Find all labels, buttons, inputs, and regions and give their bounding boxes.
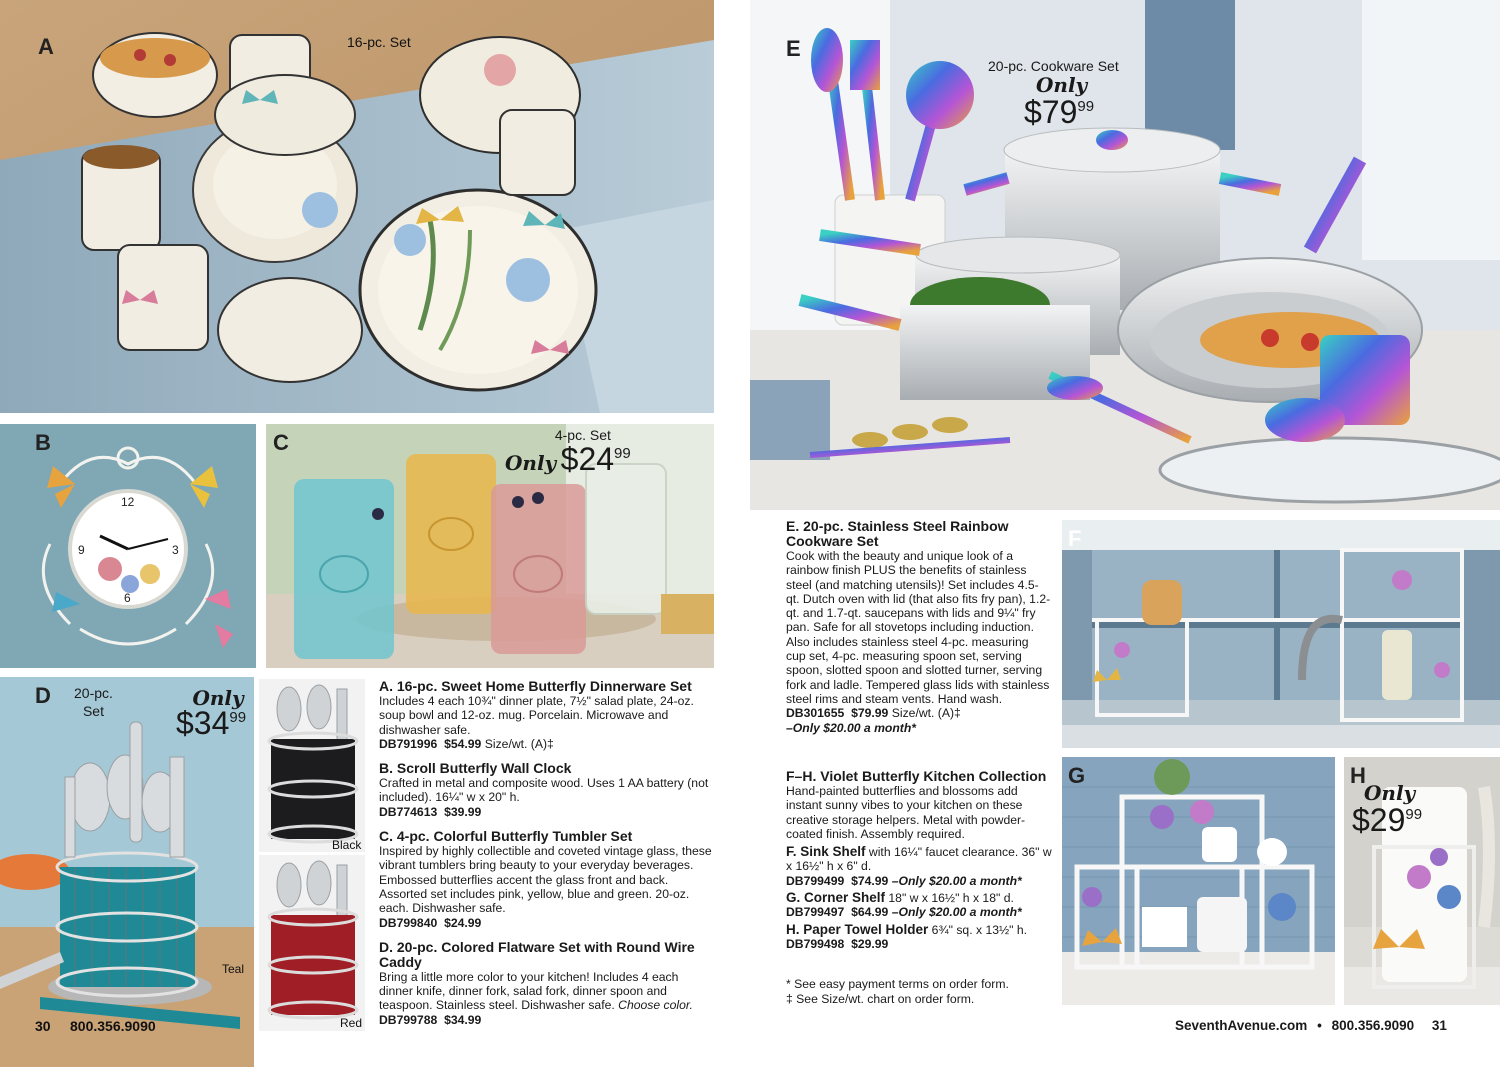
item-b-description [379, 761, 715, 819]
svg-text:12: 12 [121, 495, 135, 509]
item-g-monthly: –Only $20.00 a month* [891, 905, 1022, 920]
svg-text:3: 3 [172, 543, 179, 557]
item-a-price: $54.99 [444, 736, 482, 751]
panel-c-letter: C [273, 430, 289, 455]
item-d-description [379, 940, 715, 1027]
panel-e-price-dollars: $79 [1024, 94, 1078, 130]
panel-h-price-badge [1352, 783, 1422, 836]
corner-shelf-photo [1062, 757, 1335, 1005]
item-f-price: $74.99 [851, 873, 889, 888]
svg-text:9: 9 [78, 543, 85, 557]
panel-e-letter: E [786, 36, 801, 61]
item-e-note: Size/wt. (A)‡ [891, 706, 961, 721]
item-g-name: G. Corner Shelf [786, 890, 886, 906]
item-f-description [786, 845, 1054, 888]
swatch-label-black: Black [332, 838, 362, 852]
item-h-name: H. Paper Towel Holder [786, 921, 929, 937]
panel-h-only: Only [1364, 781, 1416, 805]
site-url: SeventhAvenue.com [1175, 1018, 1308, 1033]
panel-d-set-label [74, 686, 113, 718]
item-a-sku: DB791996 [379, 736, 438, 751]
panel-d-set-line1: 20-pc. [74, 685, 113, 701]
collection-fh-title: F–H. Violet Butterfly Kitchen Collection [786, 768, 1047, 784]
panel-d-price-badge [176, 688, 246, 739]
left-page-phone: 800.356.9090 [70, 1018, 156, 1034]
dinnerware-photo [0, 0, 714, 413]
item-f-sku: DB799499 [786, 873, 845, 888]
flatware-black-photo [259, 679, 365, 852]
item-b-body: Crafted in metal and composite wood. Uses 1 AA battery (not included). 16¼" w x 20" h. [379, 776, 709, 805]
item-h-detail: 6¾" sq. x 13½" h. [931, 922, 1028, 937]
panel-b-letter: B [35, 430, 51, 455]
right-page-phone: 800.356.9090 [1331, 1018, 1415, 1033]
tumbler-illustration [266, 424, 714, 668]
item-g-price: $64.99 [851, 905, 889, 920]
item-h-price: $29.99 [851, 936, 889, 951]
clock-photo [0, 424, 256, 668]
item-f-detail: with 16¼" faucet clearance. 36" w x 16½" h x 6" d. [786, 845, 1052, 874]
item-d-price: $34.99 [444, 1012, 482, 1027]
panel-d-price-dollars: $34 [176, 705, 230, 741]
footnote-payment: * See easy payment terms on order form. [786, 977, 1009, 992]
item-a-title: A. 16-pc. Sweet Home Butterfly Dinnerware Set [379, 678, 692, 694]
panel-h-letter: H [1350, 763, 1366, 788]
collection-fh-description [786, 769, 1054, 1006]
panel-e-price-badge [988, 59, 1119, 128]
item-e-title: E. 20-pc. Stainless Steel Rainbow Cookware Set [786, 518, 1009, 549]
panel-d-price [176, 707, 246, 739]
clock-illustration [0, 424, 256, 668]
cookware-illustration [750, 0, 1500, 510]
panel-c-only: Only [505, 451, 557, 475]
footer-separator: • [1317, 1018, 1322, 1033]
item-c-description [379, 829, 715, 930]
item-e-sku: DB301655 [786, 706, 845, 721]
item-f-name: F. Sink Shelf [786, 844, 866, 860]
panel-d-set-line2: Set [82, 703, 104, 719]
item-c-title: C. 4-pc. Colorful Butterfly Tumbler Set [379, 828, 633, 845]
item-a-description [379, 679, 715, 751]
item-h-description [786, 923, 1054, 952]
item-d-sku: DB799788 [379, 1012, 438, 1027]
panel-e-set-label: 20-pc. Cookware Set [988, 58, 1119, 74]
item-a-body: Includes 4 each 10¾" dinner plate, 7½" salad plate, 24-oz. soup bowl and 12-oz. mug. Porcelain. Microwave and dishwasher safe. [379, 694, 694, 737]
footnote-size-wt: ‡ See Size/wt. chart on order form. [786, 991, 975, 1006]
corner-shelf-illustration [1062, 757, 1335, 1005]
panel-h-price-cents: 99 [1405, 806, 1423, 823]
item-d-body: Bring a little more color to your kitchen! Includes 4 each dinner knife, dinner fork, salad fork, dinner spoon and teaspoon. Stainless steel. Dishwasher safe. [379, 969, 679, 1013]
right-page-number: 31 [1431, 1018, 1447, 1033]
swatch-label-red: Red [340, 1016, 363, 1030]
panel-e-price-cents: 99 [1077, 98, 1095, 115]
item-a-note: Size/wt. (A)‡ [484, 736, 554, 751]
left-page-number: 30 [35, 1018, 51, 1034]
panel-g-letter: G [1068, 763, 1086, 788]
item-d-body-italic: Choose color. [618, 998, 693, 1013]
item-g-description [786, 891, 1054, 920]
item-e-price: $79.99 [851, 706, 889, 721]
panel-c-price-badge [505, 428, 631, 475]
panel-e-price [1024, 96, 1119, 128]
item-h-sku: DB799498 [786, 936, 845, 951]
panel-h-price [1352, 804, 1422, 836]
svg-text:6: 6 [124, 591, 131, 605]
dinnerware-illustration [0, 0, 714, 413]
item-g-detail: 18" w x 16½" h x 18" d. [888, 891, 1014, 906]
panel-c-price [561, 441, 631, 477]
item-c-body: Inspired by highly collectible and coveted vintage glass, these vibrant tumblers bring beauty to your everyday beverages. Embossed butterflies accent the glass front and back. Assorted set includes pink, yellow, blue and green. 20-oz. each. Dishwasher safe. [379, 844, 712, 916]
panel-c-set-label: 4-pc. Set [554, 427, 611, 443]
panel-d-only: Only [192, 686, 244, 710]
panel-f-letter: F [1068, 526, 1082, 551]
panel-d-price-cents: 99 [229, 709, 247, 726]
panel-a-set-label: 16-pc. Set [347, 34, 411, 50]
item-e-body: Cook with the beauty and unique look of a rainbow finish PLUS the benefits of stainless steel (and matching utensils)! Set includes 4.5-qt. Dutch oven with lid (that also fits fry pan), 1.2-qt. and 1.7-qt. saucepans with lids and 9¼" fry pan. Safe for all stovetops including induction. Also includes stainless steel 4-pc. measuring cup set, 4-pc. measuring spoon set, serving spoon, slotted spoon and slotted turner, serving fork and ladle. Tempered glass lids with stainless steel rims and steam vents. Hand wash. [786, 549, 1051, 706]
tumbler-photo [266, 424, 714, 668]
item-c-price: $24.99 [444, 915, 482, 930]
panel-d-letter: D [35, 683, 51, 708]
swatch-label-teal: Teal [222, 962, 245, 976]
right-page-footer [1175, 1018, 1447, 1033]
item-b-title: B. Scroll Butterfly Wall Clock [379, 760, 572, 777]
flatware-black-illustration [259, 679, 365, 852]
flatware-red-illustration [259, 855, 365, 1031]
item-g-sku: DB799497 [786, 905, 845, 920]
cookware-photo [750, 0, 1500, 510]
panel-e-only: Only [1036, 73, 1088, 97]
sink-shelf-photo [1062, 520, 1500, 748]
panel-h-price-dollars: $29 [1352, 802, 1406, 838]
item-d-title: D. 20-pc. Colored Flatware Set with Round Wire Caddy [379, 938, 695, 970]
collection-fh-body: Hand-painted butterflies and blossoms add instant sunny vibes to your kitchen on these creative storage helpers. Metal with powder-coated finish. Assembly required. [786, 784, 1026, 841]
panel-a-letter: A [38, 34, 54, 59]
item-b-sku: DB774613 [379, 804, 438, 819]
item-e-monthly: –Only $20.00 a month* [786, 720, 917, 735]
item-b-price: $39.99 [444, 804, 482, 819]
left-page-copy [379, 679, 715, 1037]
item-e-description [786, 519, 1051, 735]
item-f-monthly: –Only $20.00 a month* [891, 873, 1022, 888]
sink-shelf-illustration [1062, 520, 1500, 748]
flatware-red-photo [259, 855, 365, 1031]
panel-c-price-dollars: $24 [560, 441, 615, 477]
panel-c-price-cents: 99 [614, 445, 631, 462]
item-c-sku: DB799840 [379, 915, 438, 930]
